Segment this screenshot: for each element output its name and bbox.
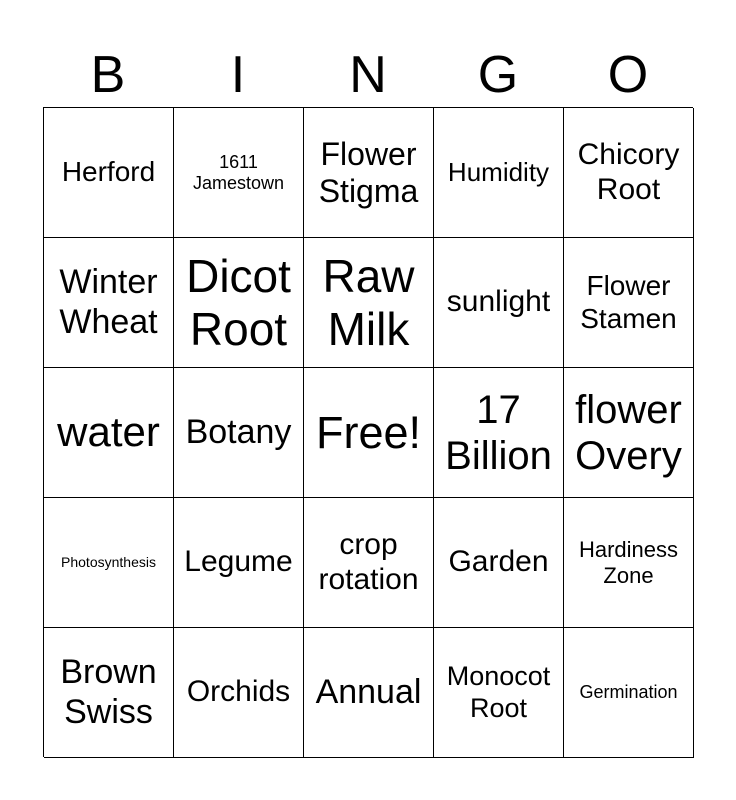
cell-text: Flower Stigma [318,135,419,209]
bingo-cell[interactable] [564,108,694,238]
cell-text: Annual [315,672,422,711]
cell-text: Hardiness Zone [578,537,679,588]
header-letter-o: O [607,46,649,104]
cell-text: Humidity [447,156,550,187]
bingo-cell[interactable] [174,238,304,368]
bingo-cell[interactable] [44,628,174,758]
cell-text: Herford [61,156,156,188]
header-letter-b: B [90,46,126,104]
cell-text: 17 Billion [445,387,552,478]
cell-text: Chicory Root [577,138,680,206]
bingo-cell[interactable] [174,368,304,498]
bingo-cell[interactable] [564,498,694,628]
cell-text: Germination [579,682,678,703]
cell-text: Orchids [186,675,291,709]
bingo-cell[interactable] [174,498,304,628]
free-space-cell[interactable] [304,368,434,498]
cell-text: Winter Wheat [59,263,158,341]
bingo-cell[interactable] [44,368,174,498]
bingo-header [43,44,693,106]
header-letter-i: I [230,46,246,104]
cell-text: water [57,408,160,456]
bingo-cell[interactable] [434,498,564,628]
bingo-cell[interactable] [304,628,434,758]
bingo-cell[interactable] [564,628,694,758]
cell-text: Botany [185,412,292,451]
cell-text: sunlight [446,285,551,319]
cell-text: flower Overy [575,387,682,478]
cell-text: Dicot Root [186,249,291,355]
cell-text: crop rotation [318,528,419,596]
bingo-cell[interactable] [434,628,564,758]
bingo-cell[interactable] [304,108,434,238]
cell-text: Garden [448,545,549,579]
bingo-cell[interactable] [434,108,564,238]
bingo-cell[interactable] [434,238,564,368]
bingo-card-grid [43,107,693,757]
cell-text: 1611 Jamestown [192,151,285,193]
cell-text: Flower Stamen [580,270,677,334]
cell-text: Photosynthesis [61,554,156,571]
bingo-cell[interactable] [44,498,174,628]
cell-text: Monocot Root [446,661,551,723]
bingo-cell[interactable] [564,238,694,368]
bingo-cell[interactable] [174,108,304,238]
bingo-cell[interactable] [174,628,304,758]
bingo-cell[interactable] [434,368,564,498]
bingo-cell[interactable] [44,108,174,238]
cell-text: Free! [315,406,422,458]
bingo-cell[interactable] [564,368,694,498]
cell-text: Raw Milk [322,249,415,355]
bingo-cell[interactable] [44,238,174,368]
cell-text: Brown Swiss [60,653,157,731]
cell-text: Legume [184,545,293,579]
bingo-cell[interactable] [304,238,434,368]
header-letter-g: G [477,46,519,104]
header-letter-n: N [349,46,387,104]
bingo-cell[interactable] [304,498,434,628]
